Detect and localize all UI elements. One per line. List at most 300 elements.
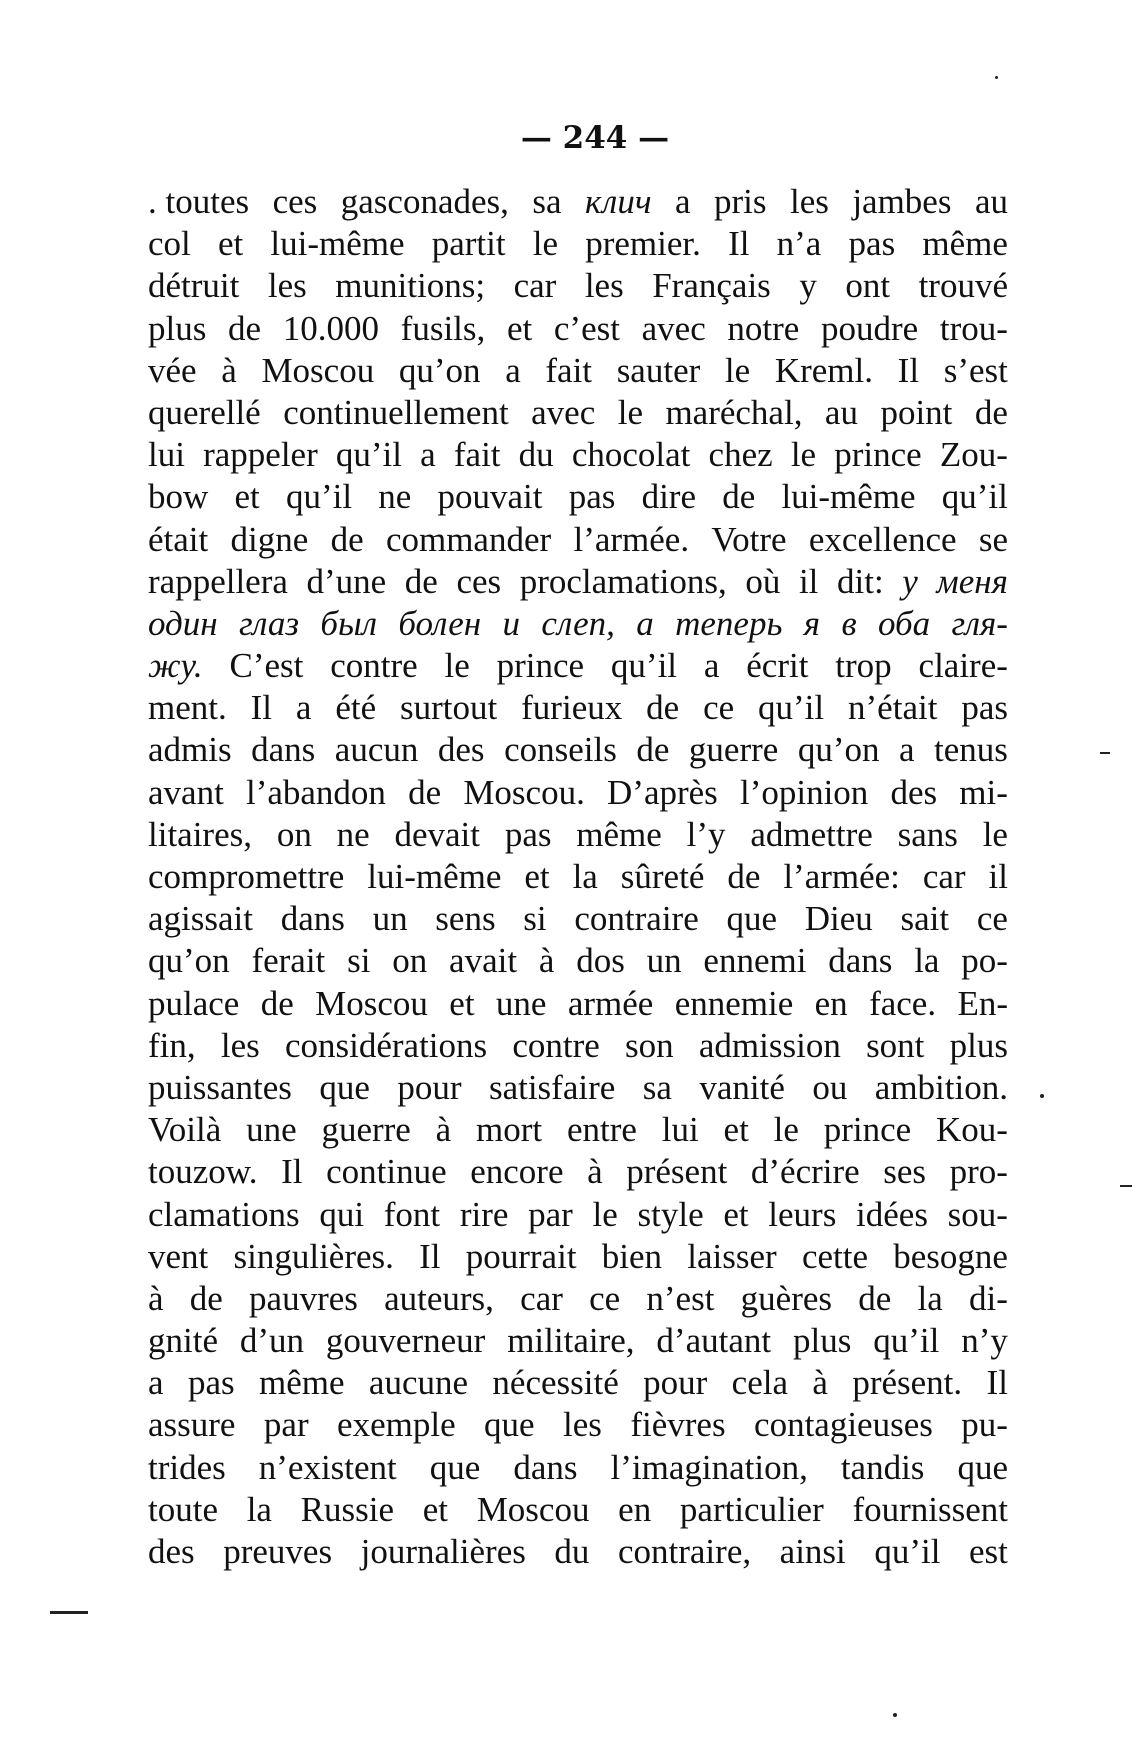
word: maréchal, (665, 392, 803, 432)
word: Il (419, 1236, 441, 1276)
text-line (148, 1067, 1008, 1109)
word: les (584, 266, 624, 306)
word: plus (793, 1321, 852, 1361)
word: avec (531, 392, 596, 432)
word: dans (251, 730, 316, 770)
word: Il (986, 1363, 1008, 1403)
word: plus (949, 1025, 1008, 1065)
word: qu’on (797, 730, 880, 770)
word: dos (576, 941, 625, 981)
word: trop (835, 646, 892, 686)
word: dans (513, 1447, 578, 1487)
word: lui-même (270, 224, 405, 264)
word: pour (397, 1067, 462, 1107)
word: le (773, 1110, 799, 1150)
word: été (335, 688, 377, 728)
word: Moscou (476, 1489, 590, 1529)
word: a (420, 435, 436, 475)
word: vanité (699, 1067, 785, 1107)
text-line (148, 898, 1008, 940)
word: tandis (840, 1447, 925, 1487)
word: qu’on (148, 941, 230, 981)
text-line (148, 856, 1008, 898)
text-line (148, 645, 1008, 687)
word: qu’il (610, 646, 678, 686)
word: gasconades, (340, 182, 509, 221)
word: bien (601, 1236, 663, 1276)
russian-quote-word: у (902, 561, 918, 601)
word: et (449, 983, 475, 1023)
word: de (404, 561, 438, 601)
word: l’opinion (739, 772, 869, 812)
page-number: — 244 — (520, 120, 670, 156)
word: pro- (949, 1152, 1008, 1192)
word: à (812, 1363, 828, 1403)
word: laisser (687, 1236, 777, 1276)
word: à (148, 1278, 164, 1318)
word: ce (703, 688, 735, 728)
word: admis (148, 730, 232, 770)
word: qu’il (873, 1321, 940, 1361)
word: les (563, 1405, 602, 1445)
word: d’autant (656, 1321, 772, 1361)
word: pris (714, 182, 767, 221)
word: avait (449, 941, 518, 981)
word: dit: (837, 561, 884, 601)
word: où (745, 561, 781, 601)
word: si (347, 941, 371, 981)
word: même (258, 1363, 345, 1403)
word: et (217, 224, 244, 264)
word: contre (512, 1025, 600, 1065)
word: à (538, 941, 555, 981)
word: contre (330, 646, 418, 686)
word: de (330, 519, 364, 559)
word: armée (567, 983, 654, 1023)
text-line (148, 1489, 1008, 1531)
word: ce (976, 899, 1008, 939)
text-line (148, 1447, 1008, 1489)
word: les (789, 182, 829, 221)
word: clamations (148, 1194, 300, 1234)
word: la (246, 1489, 272, 1529)
russian-quote-word: клич (584, 182, 652, 221)
word: s’est (943, 350, 1008, 390)
word: sans (897, 814, 958, 854)
word: assure (148, 1405, 236, 1445)
word: l’abandon (245, 772, 386, 812)
word: bow (148, 477, 209, 517)
word: particulier (679, 1489, 824, 1529)
word: le (532, 224, 559, 264)
word: contraire (574, 899, 699, 939)
russian-quote-word: и (502, 603, 521, 643)
word: lui-même (781, 477, 916, 517)
text-line (148, 223, 1008, 265)
word: gouverneur (325, 1321, 486, 1361)
word: y (799, 266, 817, 306)
word: si (523, 899, 547, 939)
text-line (148, 983, 1008, 1025)
word: poudre (821, 308, 919, 348)
word: prince (823, 1110, 912, 1150)
word: premier. (585, 224, 701, 264)
russian-quote-word: жу. (148, 646, 203, 686)
word: sens (435, 899, 496, 939)
word: du (554, 1532, 590, 1571)
russian-quote-word: был (320, 603, 377, 643)
word: fusils, (400, 308, 486, 348)
word: admission (698, 1025, 841, 1065)
word: . toutes (148, 182, 250, 221)
word: a (295, 688, 312, 728)
word: Moscou (261, 350, 375, 390)
word: le (617, 392, 643, 432)
word: conseils (504, 730, 617, 770)
word: le (790, 435, 817, 475)
word: querellé (148, 392, 261, 432)
word: sauter (616, 350, 701, 390)
word: du (518, 435, 554, 475)
text-line (148, 1151, 1008, 1193)
word: a (703, 646, 720, 686)
word: dire (641, 477, 696, 517)
word: sait (900, 899, 950, 939)
word: se (978, 519, 1008, 559)
word: auteurs, (384, 1278, 494, 1318)
word: car (513, 266, 557, 306)
word: sou- (947, 1194, 1008, 1234)
word: a (148, 1363, 164, 1403)
margin-mark (995, 76, 998, 79)
word: pas (187, 1363, 235, 1403)
russian-quote-word: болен (398, 603, 482, 643)
word: et (506, 308, 533, 348)
word: fièvres (630, 1405, 726, 1445)
word: lui-même (367, 857, 502, 896)
word: à (221, 350, 237, 390)
word: qu’il (285, 477, 353, 517)
word: de (646, 688, 680, 728)
word: que (319, 1067, 370, 1107)
word: style (637, 1194, 704, 1234)
word: dans (280, 899, 345, 939)
russian-quote-word: слеп, (541, 603, 615, 643)
word: compromettre (148, 857, 345, 896)
text-line (148, 814, 1008, 856)
word: même (576, 814, 662, 854)
word: pas (504, 814, 552, 854)
word: trouvé (918, 266, 1008, 306)
word: contraire, (617, 1532, 752, 1571)
russian-quote-word: в (841, 603, 857, 643)
word: ainsi (779, 1532, 846, 1571)
word: n’a (776, 224, 822, 264)
word: Kou- (936, 1110, 1008, 1150)
word: Moscou (315, 983, 428, 1023)
word: de (858, 1278, 892, 1318)
word: de (636, 730, 670, 770)
word: pauvres (249, 1278, 358, 1318)
word: qui (319, 1194, 365, 1234)
word: rappellera (148, 561, 288, 601)
text-line (148, 1109, 1008, 1151)
word: a (898, 730, 915, 770)
word: n’existent (258, 1447, 397, 1487)
word: et (234, 477, 260, 517)
word: sûreté (620, 857, 705, 896)
word: partit (431, 224, 506, 264)
word: prince (834, 435, 922, 475)
word: l’armée. (573, 519, 690, 559)
word: chocolat (571, 435, 691, 475)
word: trides (148, 1447, 226, 1487)
word: continuellement (283, 392, 509, 432)
word: guères (740, 1278, 833, 1318)
margin-mark (50, 1611, 88, 1614)
word: présent (626, 1152, 728, 1192)
margin-mark (1040, 1094, 1044, 1098)
word: une (246, 1110, 297, 1150)
word: on (392, 941, 428, 981)
word: les (267, 266, 307, 306)
word: que (726, 899, 778, 939)
word: trou- (939, 308, 1008, 348)
word: d’écrire (750, 1152, 860, 1192)
word: que (484, 1405, 535, 1445)
word: les (220, 1025, 260, 1065)
word: aucune (368, 1363, 469, 1403)
word: ne (336, 814, 370, 854)
word: qu’il (941, 477, 1008, 517)
text-line (148, 434, 1008, 476)
word: ont (845, 266, 891, 306)
word: Dieu (804, 899, 873, 939)
russian-quote-word: оба (878, 603, 931, 643)
text-line (148, 1236, 1008, 1278)
word: qu’il (335, 435, 403, 475)
word: Zou- (939, 435, 1008, 475)
word: pu- (961, 1405, 1008, 1445)
word: satisfaire (488, 1067, 616, 1107)
word: cela (731, 1363, 788, 1403)
word: la (917, 1278, 943, 1318)
word: ferait (251, 941, 326, 981)
word: n’y (961, 1321, 1008, 1361)
word: tenus (934, 730, 1008, 770)
word: car (922, 857, 966, 896)
word: l’armée: (783, 857, 900, 896)
word: au (974, 182, 1008, 221)
word: Il (281, 1152, 303, 1192)
word: pas (961, 688, 1008, 728)
word: munitions; (335, 266, 486, 306)
text-line (148, 350, 1008, 392)
word: ou (812, 1067, 848, 1107)
word: ment. (148, 688, 227, 728)
word: vée (148, 350, 197, 390)
word: n’était (848, 688, 938, 728)
word: le (444, 646, 470, 686)
word: ces (456, 561, 502, 601)
word: Russie (300, 1489, 395, 1529)
word: guerre (321, 1110, 411, 1150)
word: lui (661, 1110, 699, 1150)
margin-mark (893, 1713, 897, 1717)
word: vent (148, 1236, 209, 1276)
word: des (148, 1532, 195, 1571)
word: avec (641, 308, 706, 348)
word: rire (459, 1194, 509, 1234)
word: il (988, 857, 1008, 896)
word: 10.000 (282, 308, 379, 348)
word: aucun (334, 730, 419, 770)
text-line (148, 392, 1008, 434)
word: dans (828, 941, 893, 981)
word: litaires, (148, 814, 252, 854)
word: lui (148, 435, 185, 475)
text-line (148, 308, 1008, 350)
word: En- (957, 983, 1008, 1023)
word: besogne (893, 1236, 1008, 1276)
body-text (148, 181, 1008, 1573)
word: qu’il (758, 688, 825, 728)
word: fin, (148, 1025, 196, 1065)
word: gnité (148, 1321, 218, 1361)
word: et (422, 1489, 448, 1529)
word: sa (532, 182, 562, 221)
word: excellence (808, 519, 957, 559)
word: militaire, (507, 1321, 635, 1361)
word: claire- (918, 646, 1008, 686)
word: guerre (688, 730, 779, 770)
word: de (260, 983, 294, 1023)
word: car (520, 1278, 563, 1318)
word: Votre (711, 519, 787, 559)
word: fait (545, 350, 593, 390)
word: et (723, 1194, 749, 1234)
word: sont (866, 1025, 925, 1065)
word: devait (394, 814, 481, 854)
word: leurs (768, 1194, 837, 1234)
word: admettre (750, 814, 873, 854)
text-line (148, 519, 1008, 561)
word: pas (848, 224, 896, 264)
word: avant (148, 772, 224, 812)
word: chez (708, 435, 773, 475)
word: rappeler (203, 435, 318, 475)
word: Il (250, 688, 273, 728)
word: entre (566, 1110, 637, 1150)
word: ennemie (674, 983, 794, 1023)
word: toute (148, 1489, 218, 1529)
word: de (974, 392, 1008, 432)
word: des (890, 772, 938, 812)
word: un (372, 899, 408, 939)
word: le (982, 814, 1008, 854)
word: digne (230, 519, 309, 559)
word: c’est (553, 308, 620, 348)
word: mi- (959, 772, 1008, 812)
word: à (587, 1152, 603, 1192)
word: Il (897, 350, 920, 390)
word: Kreml. (774, 350, 874, 390)
word: encore (470, 1152, 564, 1192)
word: de (189, 1278, 223, 1318)
word: et (524, 857, 550, 896)
word: contagieuses (754, 1405, 933, 1445)
text-line (148, 772, 1008, 814)
text-line (148, 603, 1008, 645)
word: journalières (360, 1532, 526, 1571)
word: en (814, 983, 848, 1023)
word: pas (568, 477, 616, 517)
russian-quote-word: я (803, 603, 821, 643)
word: fournissent (852, 1489, 1008, 1529)
word: ses (883, 1152, 927, 1192)
word: on (276, 814, 312, 854)
text-line (148, 729, 1008, 771)
margin-mark (1120, 1185, 1132, 1187)
word: et (723, 1110, 749, 1150)
word: touzow. (148, 1152, 258, 1192)
text-line (148, 476, 1008, 518)
word: furieux (521, 688, 623, 728)
word: plus (148, 308, 207, 348)
word: d’un (239, 1321, 305, 1361)
word: Moscou. (463, 772, 585, 812)
word: l’y (686, 814, 726, 854)
russian-quote-word: один (148, 603, 218, 643)
word: continue (326, 1152, 447, 1192)
word: considérations (284, 1025, 488, 1065)
word: surtout (400, 688, 498, 728)
word: n’est (646, 1278, 715, 1318)
word: prince (496, 646, 585, 686)
russian-quote-word: меня (936, 561, 1008, 601)
word: de (408, 772, 442, 812)
word: que (957, 1447, 1008, 1487)
word: il (798, 561, 819, 601)
word: le (592, 1194, 618, 1234)
word: présent. (852, 1363, 963, 1403)
word: notre (727, 308, 800, 348)
russian-quote-word: гля- (951, 603, 1008, 643)
word: la (572, 857, 598, 896)
word: jambes (852, 182, 952, 221)
word: Voilà (148, 1110, 222, 1150)
word: fait (453, 435, 501, 475)
text-line (148, 561, 1008, 603)
word: était (148, 519, 209, 559)
word: d’une (306, 561, 387, 601)
word: puissantes (148, 1067, 292, 1107)
word: par (528, 1194, 573, 1234)
russian-quote-word: глаз (238, 603, 300, 643)
word: l’imagination, (610, 1447, 808, 1487)
word: a (505, 350, 521, 390)
text-line (148, 1194, 1008, 1236)
word: agissait (148, 899, 253, 939)
word: face. (869, 983, 937, 1023)
word: qu’il (874, 1532, 941, 1571)
word: ennemi (703, 941, 807, 981)
text-line (148, 1531, 1008, 1573)
word: Français (652, 266, 771, 306)
word: au (824, 392, 858, 432)
text-line (148, 265, 1008, 307)
word: que (429, 1447, 481, 1487)
